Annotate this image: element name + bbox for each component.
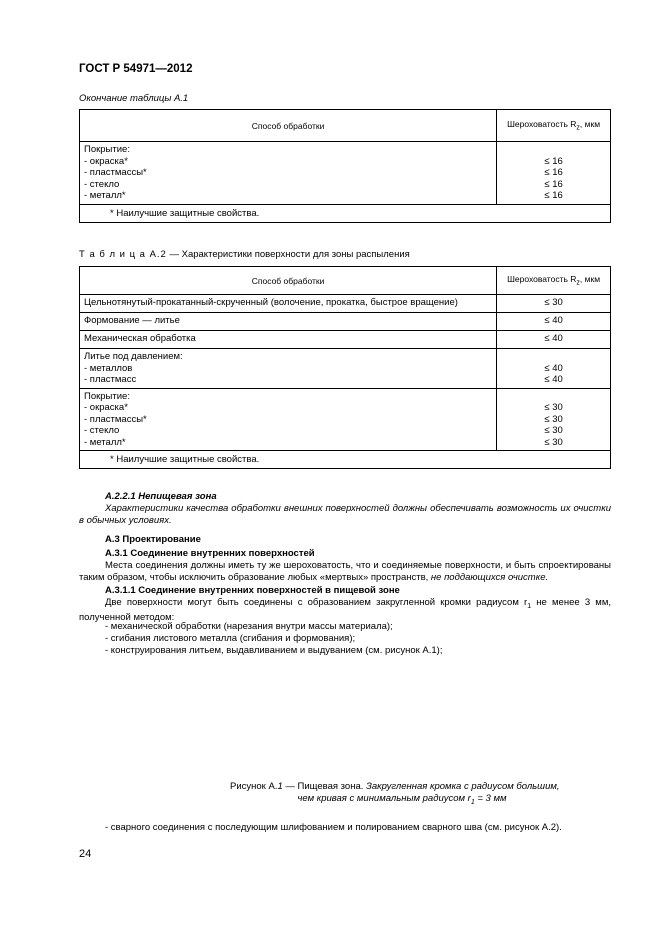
- table1-value: ≤ 16: [544, 190, 563, 201]
- section-a31-title: А.3.1 Соединение внутренних поверхностей: [105, 548, 315, 559]
- table1-header-method: Способ обработки: [80, 110, 497, 142]
- table2-header-roughness: Шероховатость $R_z$, мкм: [497, 267, 611, 295]
- table1-item: - стекло: [84, 178, 120, 190]
- table1-footnote: * Наилучшие защитные свойства.: [80, 204, 611, 222]
- list-item: - сгибания листового металла (сгибания и формования);: [105, 633, 356, 644]
- table2: [79, 266, 611, 469]
- section-a3-title: А.3 Проектирование: [105, 534, 201, 545]
- table1-group-cell: [80, 142, 497, 205]
- table2-caption: Т а б л и ц а А.2 — Характеристики поверхности для зоны распыления: [79, 249, 410, 260]
- table1-value: ≤ 16: [544, 167, 563, 178]
- table1-value: ≤ 16: [544, 178, 563, 190]
- table1-value: ≤ 16: [544, 155, 563, 167]
- table-row: Цельнотянутый-прокатанный-скрученный (волочение, прокатка, быстрое вращение) ≤ 30: [80, 295, 611, 313]
- section-a31-text: Места соединения должны иметь ту же шероховатость, что и соединяемые поверхности, и быть спроектированы таким образом, чтобы исключить образование любых «мертвых» пространств, не поддающихся очистке.: [79, 560, 611, 583]
- section-a221-text: Характеристики качества обработки внешних поверхностей должны обеспечивать возможность их очистки в обычных условиях.: [79, 503, 611, 526]
- figure-caption-line2: чем кривая с минимальным радиусом $r_1 = 3$ мм: [297, 793, 507, 806]
- table-row: [80, 388, 611, 451]
- table2-header-method: Способ обработки: [80, 267, 497, 295]
- figure-caption-line1: Рисунок А.1 — Пищевая зона. Закругленная кромка с радиусом большим,: [230, 781, 560, 792]
- table2-footnote: * Наилучшие защитные свойства.: [80, 451, 611, 469]
- table2-cast-group: Литье под давлением: - металлов - пластмасс: [80, 349, 497, 389]
- table1-group-title: Покрытие:: [84, 144, 130, 155]
- table1-values-cell: [497, 142, 611, 205]
- table2-cover-values: ≤ 30 ≤ 30 ≤ 30 ≤ 30: [497, 388, 611, 451]
- table1-item: - окраска*: [84, 155, 128, 167]
- table1-header-roughness: Шероховатость $R_z$, мкм: [497, 110, 611, 142]
- section-a311-text: Две поверхности могут быть соединены с образованием закругленной кромки радиусом $r_1$ не менее 3 мм, полученной методом:: [79, 597, 611, 624]
- table2-cover-group: Покрытие: - окраска* - пластмассы* - стекло - металл*: [80, 388, 497, 451]
- table1-caption: Окончание таблицы А.1: [79, 93, 189, 104]
- document-header-title: ГОСТ Р 54971—2012: [79, 63, 193, 75]
- table2-cast-values: ≤ 40 ≤ 40: [497, 349, 611, 389]
- table1-item: - пластмассы*: [84, 167, 147, 178]
- table1: [79, 109, 611, 223]
- page-number: 24: [79, 848, 92, 860]
- section-a221-title: А.2.2.1 Непищевая зона: [105, 491, 217, 502]
- section-a311-title: А.3.1.1 Соединение внутренних поверхностей в пищевой зоне: [105, 585, 400, 596]
- list-item: - механической обработки (нарезания внутри массы материала);: [105, 621, 393, 632]
- list-item: - конструирования литьем, выдавливанием и выдуванием (см. рисунок А.1);: [105, 645, 443, 656]
- list-item-last: - сварного соединения с последующим шлифованием и полированием сварного шва (см. рисунок А.2).: [105, 822, 562, 833]
- table-row: Механическая обработка ≤ 40: [80, 331, 611, 349]
- table-row: [80, 349, 611, 389]
- table-row: Формование — литье ≤ 40: [80, 313, 611, 331]
- table1-item: - металл*: [84, 190, 126, 201]
